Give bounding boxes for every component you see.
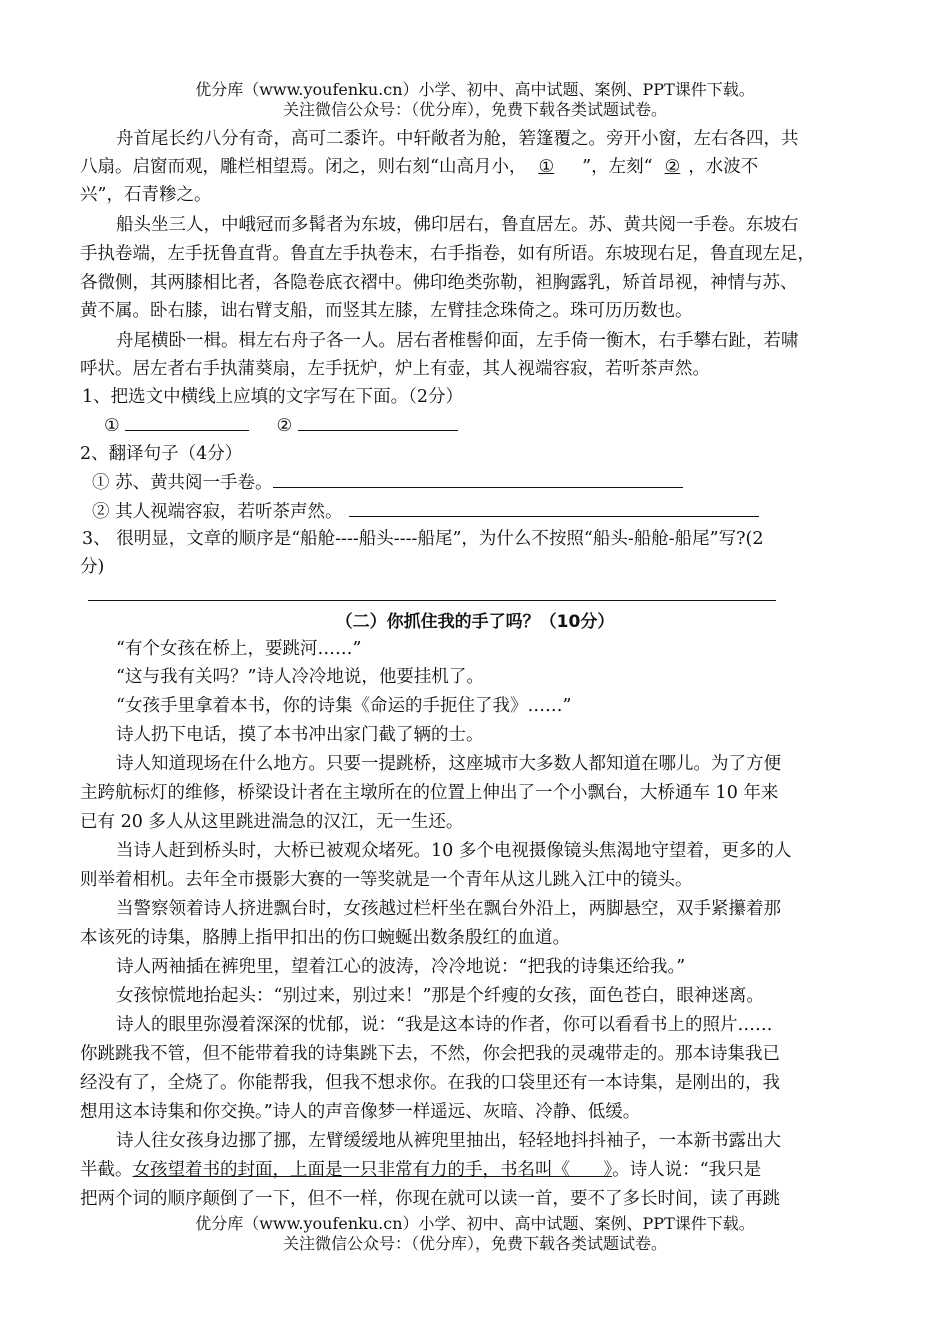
- passage1-line: 呼状。居左者右手执蒲葵扇，左手抚炉，炉上有壶，其人视端容寂，若听茶声然。: [80, 359, 710, 379]
- story-line: 诗人的眼里弥漫着深深的忧郁，说：“我是这本诗的作者，你可以看看书上的照片……: [116, 1015, 773, 1035]
- question-2b-text: ② 其人视端容寂，若听茶声然。: [92, 502, 343, 522]
- answer-blank-2a[interactable]: [273, 469, 683, 488]
- section-2-title: （二）你抓住我的手了吗？（10分）: [335, 612, 615, 632]
- question-3-cont: 分): [80, 557, 105, 577]
- text-span: ”，左刻“: [582, 157, 653, 177]
- story-line: “这与我有关吗？”诗人冷冷地说，他要挂机了。: [116, 667, 484, 687]
- question-3: 3、 很明显，文章的顺序是“船舱----船头----船尾”，为什么不按照“船头-船舱-船尾”写?(2: [82, 529, 764, 549]
- answer-blank-2b[interactable]: [349, 498, 759, 517]
- footer-line-1: 优分库（www.youfenku.cn）小学、初中、高中试题、案例、PPT课件下载。: [195, 1214, 755, 1233]
- question-2a: [92, 469, 683, 496]
- header-line-1: 优分库（www.youfenku.cn）小学、初中、高中试题、案例、PPT课件下载。: [195, 80, 755, 99]
- story-line: 诗人两袖插在裤兜里，望着江心的波涛，冷冷地说：“把我的诗集还给我。”: [116, 957, 686, 977]
- question-1: 1、把选文中横线上应填的文字写在下面。（2分）: [82, 387, 464, 407]
- answer-line-3[interactable]: [88, 600, 776, 601]
- passage1-line: 黄不属。卧右膝，诎右臂支船，而竖其左膝，左臂挂念珠倚之。珠可历历数也。: [80, 301, 693, 321]
- passage1-line: 兴”，石青糁之。: [80, 185, 212, 205]
- passage1-line: 舟尾横卧一楫。楫左右舟子各一人。居右者椎髻仰面，左手倚一衡木，右手攀右趾，若啸: [116, 331, 799, 351]
- question-2: 2、翻译句子（4分）: [80, 444, 243, 464]
- blank-2: ②: [664, 157, 681, 177]
- answer-blank-2[interactable]: [298, 412, 458, 431]
- answer-label-1: ①: [104, 416, 120, 436]
- story-line: 本该死的诗集，胳膊上指甲扣出的伤口蜿蜒出数条殷红的血道。: [80, 928, 570, 948]
- story-line: 已有 20 多人从这里跳进湍急的汉江，无一生还。: [80, 812, 464, 832]
- story-line: 诗人扔下电话，摸了本书冲出家门截了辆的士。: [116, 725, 484, 745]
- text-span: 半截。: [80, 1160, 133, 1180]
- header-line-2: 关注微信公众号：（优分库），免费下载各类试题试卷。: [282, 100, 667, 119]
- footer-line-2: 关注微信公众号：（优分库），免费下载各类试题试卷。: [282, 1234, 667, 1253]
- story-line: 诗人往女孩身边挪了挪，左臂缓缓地从裤兜里抽出，轻轻地抖抖袖子，一本新书露出大: [116, 1131, 781, 1151]
- passage1-line: 船头坐三人，中峨冠而多髯者为东坡，佛印居右，鲁直居左。苏、黄共阅一手卷。东坡右: [116, 215, 799, 235]
- passage1-line: [80, 154, 758, 180]
- story-line: 当警察领着诗人挤进飘台时，女孩越过栏杆坐在飘台外沿上，两脚悬空，双手紧攥着那: [116, 899, 781, 919]
- story-line: 诗人知道现场在什么地方。只要一提跳桥，这座城市大多数人都知道在哪儿。为了方便: [116, 754, 781, 774]
- blank-1-tail: [560, 157, 582, 177]
- story-line: 主跨航标灯的维修，桥梁设计者在主墩所在的位置上伸出了一个小飘台，大桥通车 10 年来: [80, 783, 779, 803]
- story-line: 女孩惊慌地抬起头：“别过来，别过来！”那是个纤瘦的女孩，面色苍白，眼神迷离。: [116, 986, 764, 1006]
- story-line: “有个女孩在桥上，要跳河……”: [116, 639, 362, 659]
- text-span: 。诗人说：“我只是: [612, 1160, 762, 1180]
- question-2b: [92, 498, 759, 525]
- story-line: 想用这本诗集和你交换。”诗人的声音像梦一样遥远、灰暗、冷静、低缓。: [80, 1102, 641, 1122]
- passage1-line: 舟首尾长约八分有奇，高可二黍许。中轩敞者为舱，箬篷覆之。旁开小窗，左右各四，共: [116, 129, 799, 149]
- passage1-line: 各微侧，其两膝相比者，各隐卷底衣褶中。佛印绝类弥勒，袒胸露乳，矫首昂视，神情与苏、: [80, 273, 798, 293]
- story-line: 经没有了，全烧了。你能帮我，但我不想求你。在我的口袋里还有一本诗集，是刚出的，我: [80, 1073, 780, 1093]
- question-2a-text: ① 苏、黄共阅一手卷。: [92, 473, 273, 493]
- underlined-sentence: 女孩望着书的封面，上面是一只非常有力的手，书名叫《 》: [132, 1160, 613, 1180]
- story-line-underlined: [80, 1157, 761, 1183]
- story-line: 把两个词的顺序颠倒了一下，但不一样，你现在就可以读一首，要不了多长时间，读了再跳: [80, 1189, 780, 1209]
- story-line: 则举着相机。去年全市摄影大赛的一等奖就是一个青年从这儿跳入江中的镜头。: [80, 870, 693, 890]
- answer-label-2: ②: [276, 416, 293, 436]
- story-line: 你跳跳我不管，但不能带着我的诗集跳下去，不然，你会把我的灵魂带走的。那本诗集我已: [80, 1044, 780, 1064]
- question-1-answers: [104, 412, 458, 439]
- passage1-line: 手执卷端，左手抚鲁直背。鲁直左手执卷末，右手指卷，如有所语。东坡现右足，鲁直现左足，: [80, 244, 815, 264]
- blank-1: ①: [538, 157, 555, 177]
- story-line: “女孩手里拿着本书，你的诗集《命运的手扼住了我》……”: [116, 696, 572, 716]
- answer-blank-1[interactable]: [125, 412, 249, 431]
- text-span: ，水波不: [688, 157, 759, 177]
- text-span: 八扇。启窗而观，雕栏相望焉。闭之，则右刻“山高月小，: [80, 157, 527, 177]
- story-line: 当诗人赶到桥头时，大桥已被观众堵死。10 多个电视摄像镜头焦渴地守望着，更多的人: [116, 841, 792, 861]
